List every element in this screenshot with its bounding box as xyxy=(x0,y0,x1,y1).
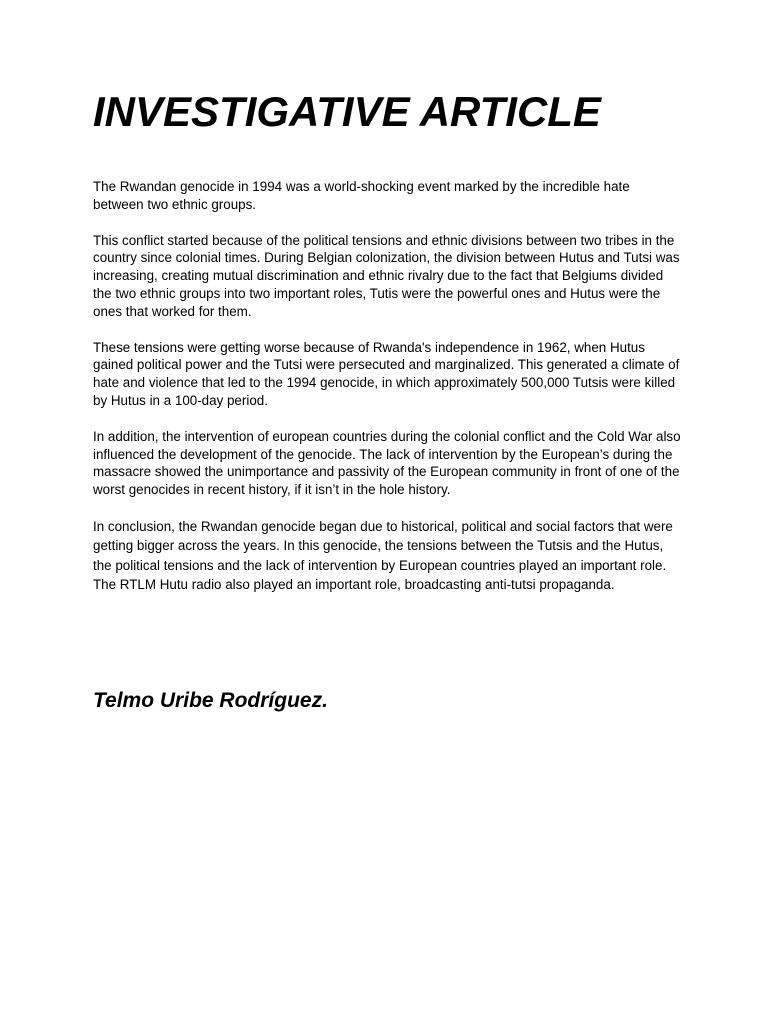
paragraph-intervention: In addition, the intervention of european countries during the colonial conflict and the Cold War also influenced the development of the genocide. The lack of intervention by the European’s during the massacre showed the unimportance and passivity of the European community in front of one of the worst genocides in recent history, if it isn’t in the hole history. xyxy=(93,428,681,498)
document-page xyxy=(93,88,683,712)
paragraph-tensions: These tensions were getting worse because of Rwanda's independence in 1962, when Hutus gained political power and the Tutsi were persecuted and marginalized. This generated a climate of hate and violence that led to the 1994 genocide, in which approximately 500,000 Tutsis were killed by Hutus in a 100-day period. xyxy=(93,339,680,408)
author-signature: Telmo Uribe Rodríguez. xyxy=(93,689,328,712)
paragraph-origins: This conflict started because of the political tensions and ethnic divisions between two tribes in the country since colonial times. During Belgian colonization, the division between Hutus and Tutsi was increasing, creating mutual discrimination and ethnic rivalry due to the fact that Belgiums divided the two ethnic groups into two important roles, Tutis were the powerful ones and Hutus were the ones that worked for them. xyxy=(93,232,680,319)
paragraph-intro: The Rwandan genocide in 1994 was a world-shocking event marked by the incredible hate between two ethnic groups. xyxy=(93,179,630,212)
article-title: INVESTIGATIVE ARTICLE xyxy=(93,88,601,135)
article-body xyxy=(93,178,683,595)
paragraph-conclusion: In conclusion, the Rwandan genocide began due to historical, political and social factors that were getting bigger across the years. In this genocide, the tensions between the Tutsis and the Hutus, the political tensions and the lack of intervention by European countries played an important role. The RTLM Hutu radio also played an important role, broadcasting anti-tutsi propaganda. xyxy=(93,518,673,593)
